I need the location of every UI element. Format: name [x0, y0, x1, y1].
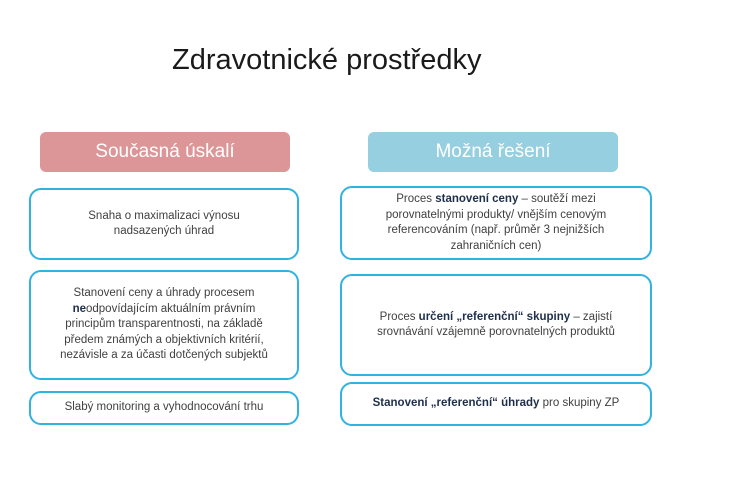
page-title: Zdravotnické prostředky [172, 44, 482, 76]
solution-1-pre: Proces [396, 193, 436, 205]
problem-2-emphasis: ne [72, 302, 86, 315]
header-possible-solutions: Možná řešení [368, 132, 618, 172]
problem-2-line-1: Stanovení ceny a úhrady procesem [73, 287, 255, 300]
solution-1-line-3: referencováním (např. průměr 3 nejnižších [387, 224, 605, 236]
solution-3-bold: Stanovení „referenční“ úhrady [372, 397, 540, 410]
problem-box-3 [29, 391, 299, 425]
problem-2-line-3: principům transparentnosti, na základě [65, 318, 263, 331]
header-current-problems: Současná úskalí [40, 132, 290, 172]
solution-2-post: – zajistí [570, 310, 613, 323]
solution-1-post: – soutěží mezi [518, 193, 596, 205]
solution-1-bold: stanovení ceny [435, 193, 519, 205]
solution-2-pre: Proces [379, 310, 419, 323]
solution-box-3 [340, 382, 652, 426]
solution-2-line-2: srovnávání vzájemně porovnatelných produktů [377, 326, 615, 338]
problem-2-line-2: odpovídajícím aktuálním právním [86, 302, 256, 315]
problem-2-line-4: předem známých a objektivních kritérií, [64, 333, 264, 346]
solution-3-post: pro skupiny ZP [539, 397, 620, 410]
solution-1-line-4: zahraničních cen) [450, 239, 542, 252]
problem-box-2 [29, 270, 299, 380]
solution-2-bold: určení „referenční“ skupiny [418, 310, 571, 323]
problem-1-line-1: Snaha o maximalizaci výnosu [88, 209, 240, 222]
solution-1-line-2: porovnatelnými produkty/ vnějším cenovým [385, 208, 607, 221]
problem-1-line-2: nadsazených úhrad [113, 225, 215, 237]
solution-box-2 [340, 274, 652, 376]
problem-box-1 [29, 188, 299, 260]
solution-box-1 [340, 186, 652, 260]
problem-2-line-5: nezávisle a za účasti dotčených subjektů [60, 349, 268, 362]
problem-3-text: Slabý monitoring a vyhodnocování trhu [64, 401, 264, 414]
